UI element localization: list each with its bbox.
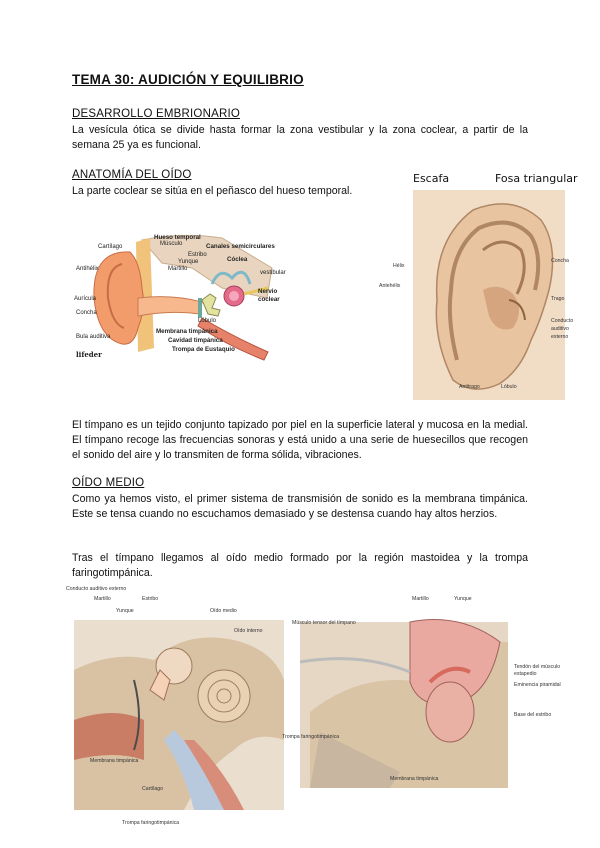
heading-oido-medio: OÍDO MEDIO [72,477,145,489]
label-cartilago: Cartílago [98,244,123,250]
label-membrana: Membrana timpánica [390,776,439,782]
label-trompa: Trompa de Eustaquio [172,346,235,353]
paragraph-desarrollo: La vesícula ótica se divide hasta formar la zona vestibular y la zona coclear, a partir de la semana 25 ya es funcional. [72,124,528,151]
label-estribo: Estribo [188,252,207,258]
label-yunque: Yunque [116,608,134,614]
label-trago: Trago [551,296,565,302]
label-membrana: Membrana timpánica [90,758,139,764]
middle-ear-left-illustration [74,610,284,810]
label-canales: Canales semicirculares [206,243,275,250]
label-martillo: Martillo [168,266,188,272]
label-base-estribo: Base del estribo [514,712,552,718]
paragraph-timpano: El tímpano es un tejido conjunto tapizado por piel en la superficie lateral y mucosa en la medial. El tímpano recoge las frecuencias sonoras y está unido a una serie de huesecillos que recogen el sonido del aire y lo transmiten de forma sólida, vibraciones. [72,419,528,461]
label-oido-interno: Oído interno [234,628,263,634]
label-yunque: Yunque [178,259,199,265]
page-title: TEMA 30: AUDICIÓN Y EQUILIBRIO [72,72,304,87]
label-martillo: Martillo [94,596,111,602]
label-nervio: Nervio [258,288,278,295]
label-antitrago: Antitrago [459,384,480,390]
ear-section-figure [72,228,294,370]
label-yunque: Yunque [454,596,472,602]
label-antehelix: Antehélix [379,283,401,289]
heading-desarrollo: DESARROLLO EMBRIONARIO [72,108,240,120]
label-conducto-2: auditivo [551,326,569,332]
auricle-illustration [413,190,565,400]
label-fosa: Fosa triangular [495,172,578,185]
label-tendon-1: Tendón del músculo [514,664,561,670]
label-coclear: coclear [258,296,280,303]
label-lobulo: Lóbulo [198,318,217,324]
middle-ear-right-figure [282,594,594,790]
label-trompa: Trompa faringotimpánica [282,734,340,740]
label-cartilago: Cartílago [142,786,164,792]
auricle-figure [355,170,585,402]
label-cavidad: Cavidad timpánica [168,337,223,344]
label-lobulo: Lóbulo [501,384,517,390]
label-musculo: Músculo [160,241,183,247]
label-conducto-1: Conducto [551,318,574,324]
label-helix: Hélix [393,263,405,269]
label-conducto-3: externo [551,334,569,340]
label-membrana: Membrana timpánica [156,328,218,335]
label-antihelix: Antihélix [76,266,99,272]
paragraph-oido-medio-2: Tras el tímpano llegamos al oído medio formado por la región mastoidea y la trompa faringotimpánica. [72,552,528,579]
paragraph-oido-medio-1: Como ya hemos visto, el primer sistema de transmisión de sonido es la membrana timpánica. Este se tensa cuando no escuchamos demasiado y se destensa cuando hay altos herzios. [72,493,528,520]
label-vestibular: vestibular [260,270,286,276]
label-eminencia: Eminencia piramidal [514,682,561,688]
middle-ear-right-illustration [300,602,594,788]
paragraph-anatomia: La parte coclear se sitúa en el peñasco del hueso temporal. [72,185,353,197]
middle-ear-left-figure [64,584,294,836]
label-hueso: Hueso temporal [154,234,201,241]
label-estribo: Estribo [142,596,159,602]
label-concha: Concha [551,258,569,264]
label-concha: Concha [76,310,97,316]
label-martillo: Martillo [412,596,429,602]
label-coclea: Cóclea [227,256,248,263]
label-bula: Bula auditiva [76,334,111,340]
heading-anatomia: ANATOMÍA DEL OÍDO [72,169,192,181]
label-escafa: Escafa [413,172,450,185]
label-oido-medio: Oído medio [210,608,237,614]
label-conducto: Conducto auditivo externo [66,586,127,592]
label-auricula: Aurícula [74,296,97,302]
label-trompa: Trompa faringotimpánica [122,820,180,826]
lifeder-watermark: lifeder [76,350,102,359]
label-musculo-tensor: Músculo tensor del tímpano [292,620,356,626]
label-tendon-2: estapedio [514,671,537,677]
